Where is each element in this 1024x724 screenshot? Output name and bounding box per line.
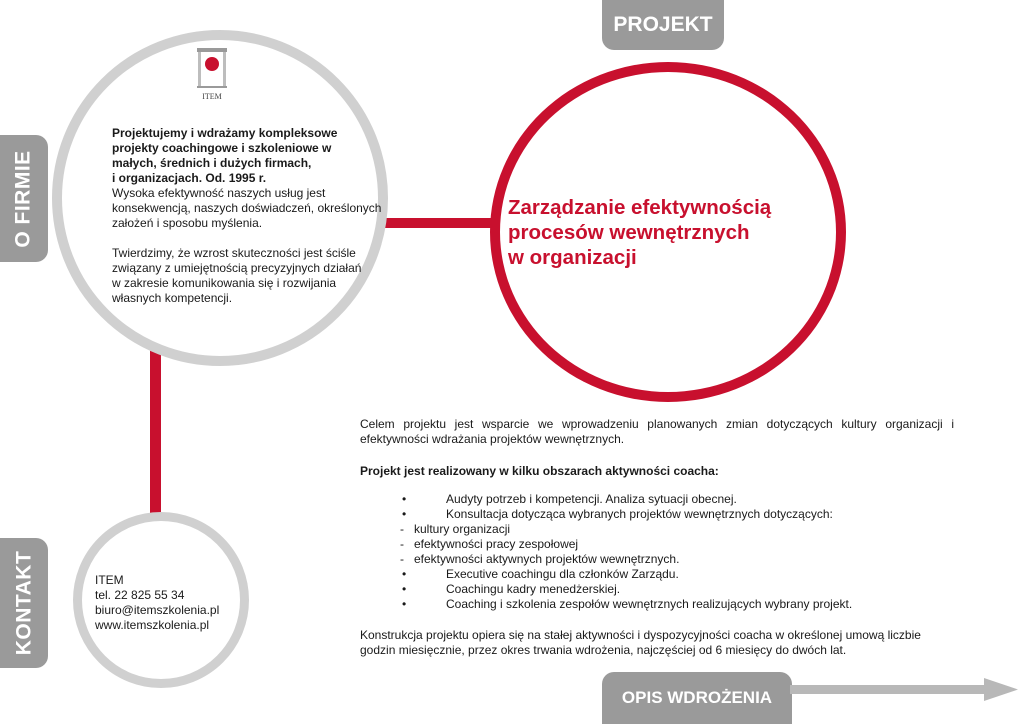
description-heading: Projekt jest realizowany w kilku obszarach aktywności coacha: bbox=[360, 464, 719, 478]
list-item: - efektywności aktywnych projektów wewnętrznych. bbox=[400, 552, 680, 566]
about-paragraph-2: Twierdzimy, że wzrost skuteczności jest ściśle związany z umiejętnością precyzyjnych działań w zakresie komunikowania się i rozwijania własnych kompetencji. bbox=[112, 246, 362, 305]
description-intro: Celem projektu jest wsparcie we wprowadzeniu planowanych zmian dotyczących kultury organizacji i efektywności wdrażania projektów wewnętrznych. bbox=[360, 417, 954, 446]
project-title: Zarządzanie efektywnością procesów wewnętrznych w organizacji bbox=[508, 196, 772, 269]
contact-email[interactable]: biuro@itemszkolenia.pl bbox=[95, 603, 220, 617]
tab-contact[interactable] bbox=[0, 538, 48, 668]
arrow-right-icon bbox=[790, 678, 1020, 702]
connector-vertical bbox=[150, 350, 161, 518]
contact-website[interactable]: www.itemszkolenia.pl bbox=[95, 618, 210, 632]
logo-text: ITEM bbox=[202, 92, 222, 101]
list-item: - efektywności pracy zespołowej bbox=[400, 537, 579, 551]
project-description bbox=[360, 417, 954, 658]
tab-project[interactable]: PROJEKT bbox=[602, 0, 724, 50]
description-closing: Konstrukcja projektu opiera się na stałej aktywności i dyspozycyjności coacha w określonej umową liczbie godzin miesięcznie, przez okres trwania wdrożenia, najczęściej od 6 miesięcy do dwóch lat. bbox=[360, 628, 921, 657]
tab-implementation[interactable]: OPIS WDROŻENIA bbox=[602, 672, 792, 724]
tab-contact-label: KONTAKT bbox=[12, 550, 35, 656]
tab-about-label: O FIRMIE bbox=[12, 149, 35, 248]
list-item: • Audyty potrzeb i kompetencji. Analiza sytuacji obecnej. bbox=[402, 492, 737, 506]
contact-info bbox=[95, 573, 219, 633]
tab-about[interactable] bbox=[0, 135, 48, 262]
activity-list bbox=[360, 492, 954, 612]
about-lead: Projektujemy i wdrażamy kompleksowe projekty coachingowe i szkoleniowe w małych, średnich i dużych firmach, i organizacjach. Od. 1995 r. bbox=[112, 126, 338, 185]
contact-phone: tel. 22 825 55 34 bbox=[95, 588, 185, 602]
list-item: • Konsultacja dotycząca wybranych projektów wewnętrznych dotyczących: bbox=[402, 507, 833, 521]
about-text bbox=[112, 126, 382, 306]
contact-company: ITEM bbox=[95, 573, 124, 587]
connector-horizontal bbox=[383, 218, 501, 228]
about-paragraph-1: Wysoka efektywność naszych usług jest konsekwencją, naszych doświadczeń, określonych założeń i sposobu myślenia. bbox=[112, 186, 382, 230]
list-item: - kultury organizacji bbox=[400, 522, 511, 536]
list-item: • Coachingu kadry menedżerskiej. bbox=[402, 582, 621, 596]
list-item: • Executive coachingu dla członków Zarządu. bbox=[402, 567, 679, 581]
list-item: • Coaching i szkolenia zespołów wewnętrznych realizujących wybrany projekt. bbox=[402, 597, 853, 611]
